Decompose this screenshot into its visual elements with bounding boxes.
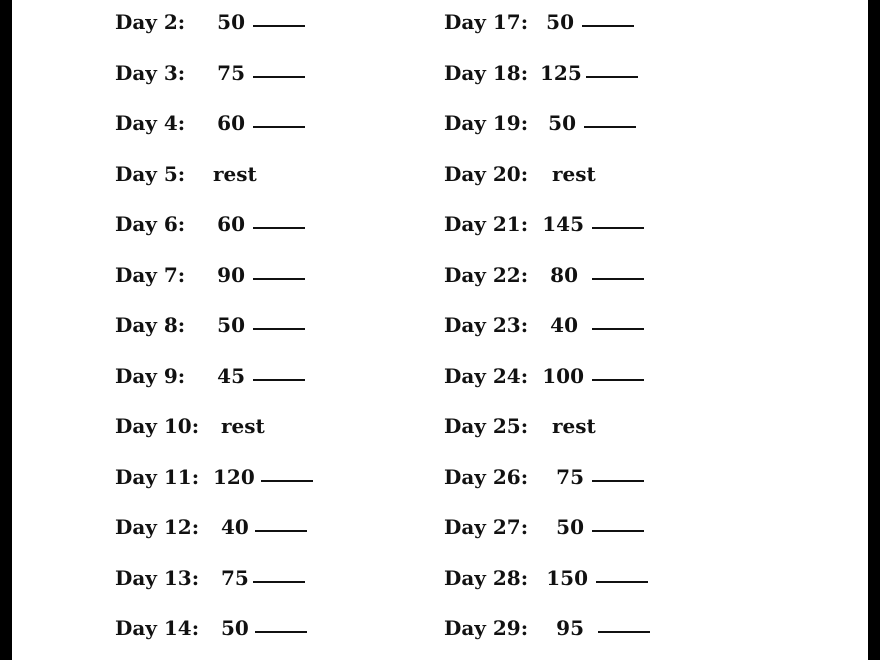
answer-blank[interactable] [582, 23, 634, 27]
worksheet-page [12, 0, 868, 660]
day-label: Day 17: [444, 10, 529, 34]
answer-blank[interactable] [586, 74, 638, 78]
answer-blank[interactable] [253, 326, 305, 330]
day-row [444, 616, 650, 640]
day-label: Day 13: [115, 566, 200, 590]
day-label: Day 29: [444, 616, 529, 640]
day-row [115, 616, 307, 640]
day-label: Day 18: [444, 61, 529, 85]
day-label: Day 3: [115, 61, 186, 85]
day-label: Day 5: [115, 162, 186, 186]
answer-blank[interactable] [592, 528, 644, 532]
day-row [115, 465, 313, 489]
day-row [444, 111, 636, 135]
day-label: Day 14: [115, 616, 200, 640]
day-row [444, 10, 634, 34]
day-value: 75 [217, 61, 245, 85]
day-value: 40 [221, 515, 249, 539]
day-label: Day 19: [444, 111, 529, 135]
day-label: Day 23: [444, 313, 529, 337]
day-row [115, 313, 305, 337]
day-value: 75 [221, 566, 249, 590]
answer-blank[interactable] [592, 225, 644, 229]
day-row [444, 263, 644, 287]
day-row [115, 10, 305, 34]
answer-blank[interactable] [255, 629, 307, 633]
day-label: Day 26: [444, 465, 529, 489]
day-value: 60 [217, 111, 245, 135]
day-label: Day 24: [444, 364, 529, 388]
day-row [444, 162, 596, 186]
day-value: 45 [217, 364, 245, 388]
day-row [444, 465, 644, 489]
day-row [115, 364, 305, 388]
day-label: Day 12: [115, 515, 200, 539]
day-value: 80 [550, 263, 578, 287]
answer-blank[interactable] [253, 124, 305, 128]
day-label: Day 20: [444, 162, 529, 186]
answer-blank[interactable] [261, 478, 313, 482]
day-value: 50 [217, 313, 245, 337]
day-row [115, 111, 305, 135]
day-label: Day 9: [115, 364, 186, 388]
day-row [115, 61, 305, 85]
answer-blank[interactable] [592, 478, 644, 482]
day-label: Day 25: [444, 414, 529, 438]
day-label: Day 4: [115, 111, 186, 135]
day-value: 40 [550, 313, 578, 337]
day-row [115, 162, 257, 186]
answer-blank[interactable] [253, 377, 305, 381]
answer-blank[interactable] [592, 276, 644, 280]
day-label: Day 28: [444, 566, 529, 590]
day-row [444, 364, 644, 388]
answer-blank[interactable] [584, 124, 636, 128]
day-value: 60 [217, 212, 245, 236]
answer-blank[interactable] [253, 225, 305, 229]
day-value: 90 [217, 263, 245, 287]
answer-blank[interactable] [596, 579, 648, 583]
day-row [444, 566, 648, 590]
day-value: 120 [213, 465, 255, 489]
day-row [444, 313, 644, 337]
day-value: rest [213, 162, 257, 186]
answer-blank[interactable] [592, 326, 644, 330]
day-value: 50 [221, 616, 249, 640]
day-row [444, 212, 644, 236]
day-label: Day 6: [115, 212, 186, 236]
day-row [444, 515, 644, 539]
day-label: Day 27: [444, 515, 529, 539]
day-value: rest [552, 162, 596, 186]
day-label: Day 11: [115, 465, 200, 489]
answer-blank[interactable] [598, 629, 650, 633]
day-value: 145 [542, 212, 584, 236]
day-label: Day 10: [115, 414, 200, 438]
day-value: 50 [217, 10, 245, 34]
day-row [115, 263, 305, 287]
day-label: Day 7: [115, 263, 186, 287]
day-row [115, 566, 305, 590]
day-value: 50 [546, 10, 574, 34]
day-row [115, 414, 265, 438]
answer-blank[interactable] [253, 23, 305, 27]
day-value: 100 [542, 364, 584, 388]
day-row [444, 61, 638, 85]
answer-blank[interactable] [253, 276, 305, 280]
day-label: Day 21: [444, 212, 529, 236]
day-value: 50 [556, 515, 584, 539]
day-value: 50 [548, 111, 576, 135]
day-value: rest [552, 414, 596, 438]
day-row [444, 414, 596, 438]
answer-blank[interactable] [255, 528, 307, 532]
answer-blank[interactable] [592, 377, 644, 381]
day-value: 150 [546, 566, 588, 590]
answer-blank[interactable] [253, 579, 305, 583]
day-value: 125 [540, 61, 582, 85]
day-value: 75 [556, 465, 584, 489]
day-value: 95 [556, 616, 584, 640]
day-row [115, 212, 305, 236]
day-row [115, 515, 307, 539]
day-label: Day 8: [115, 313, 186, 337]
day-label: Day 22: [444, 263, 529, 287]
day-label: Day 2: [115, 10, 186, 34]
day-value: rest [221, 414, 265, 438]
answer-blank[interactable] [253, 74, 305, 78]
